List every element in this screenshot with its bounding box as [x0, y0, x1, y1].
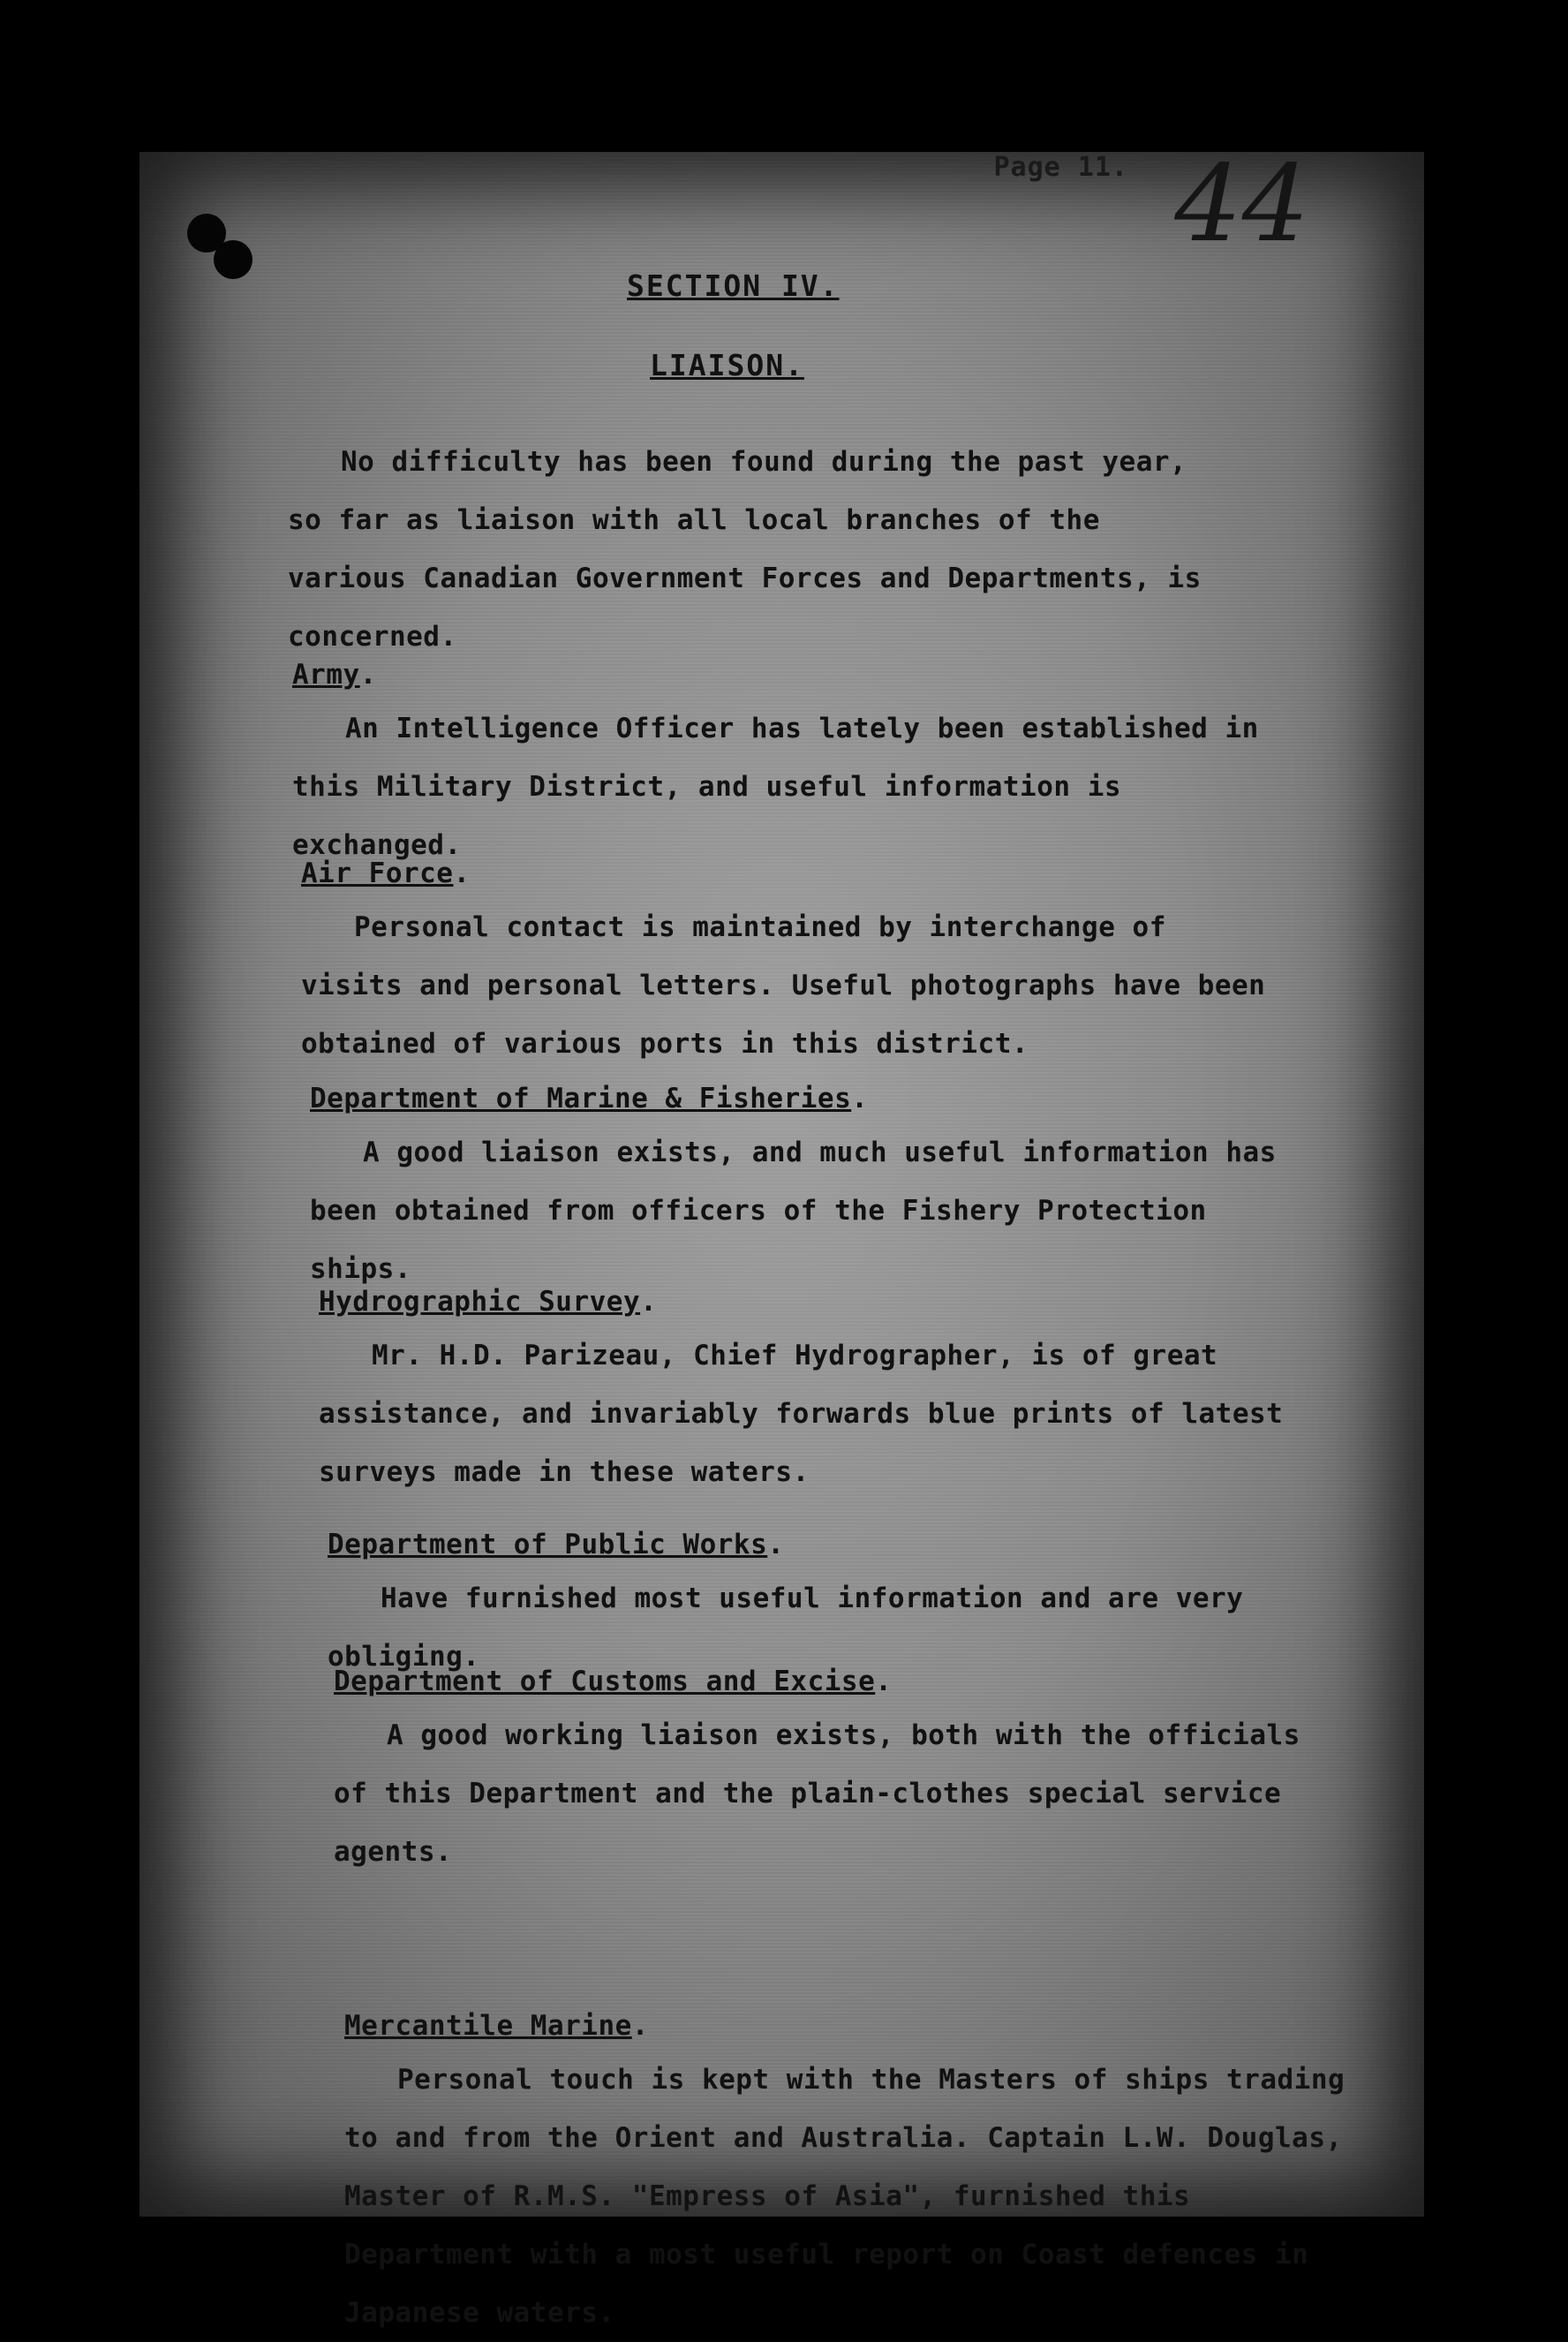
intro-paragraph: No difficulty has been found during the past year, so far as liaison with all local branches of the various Canadian Government Forces and Departments, is concerned. [288, 446, 1202, 653]
section-body: An Intelligence Officer has lately been established in this Military District, and useful information is exchanged. [292, 713, 1259, 861]
section-body: Personal touch is kept with the Masters of ships trading to and from the Orient and Australia. Captain L.W. Douglas, Master of R.M.S. "Empress of Asia", furnished this Department with a most useful report on Coast defences in Japanese waters. [344, 2064, 1346, 2329]
document-title: LIAISON. [650, 348, 804, 382]
section-title: SECTION IV. [627, 268, 840, 303]
section-heading: Mercantile Marine. [344, 2010, 649, 2042]
page-reference: Page 11. [993, 152, 1128, 183]
document-page [139, 143, 1424, 2329]
section-marine-fisheries [310, 1079, 1290, 1298]
section-body: Have furnished most useful information and are very obliging. [328, 1583, 1244, 1673]
section-body: A good liaison exists, and much useful information has been obtained from officers of the Fishery Protection ships. [310, 1137, 1277, 1285]
section-body: Mr. H.D. Parizeau, Chief Hydrographer, is of great assistance, and invariably forwards blue prints of latest surveys made in these waters. [319, 1340, 1284, 1488]
section-air-force [301, 854, 1281, 1073]
section-hydrographic-survey [319, 1282, 1299, 1501]
section-mercantile-marine [344, 2006, 1351, 2342]
section-heading: Air Force. [301, 857, 471, 889]
folio-number: 44 [1174, 143, 1309, 266]
section-heading: Department of Public Works. [328, 1529, 785, 1560]
section-heading: Department of Customs and Excise. [334, 1666, 893, 1697]
section-body: Personal contact is maintained by interchange of visits and personal letters. Useful photographs have been obtained of various ports in this district. [301, 911, 1266, 1060]
section-body: A good working liaison exists, both with the officials of this Department and the plain-clothes special service agents. [334, 1719, 1300, 1868]
section-customs-excise [334, 1662, 1314, 1881]
section-heading: Hydrographic Survey. [319, 1286, 658, 1318]
section-heading: Department of Marine & Fisheries. [310, 1083, 869, 1114]
section-heading: Army. [292, 659, 377, 691]
section-army [292, 655, 1272, 874]
punch-hole [214, 240, 253, 279]
